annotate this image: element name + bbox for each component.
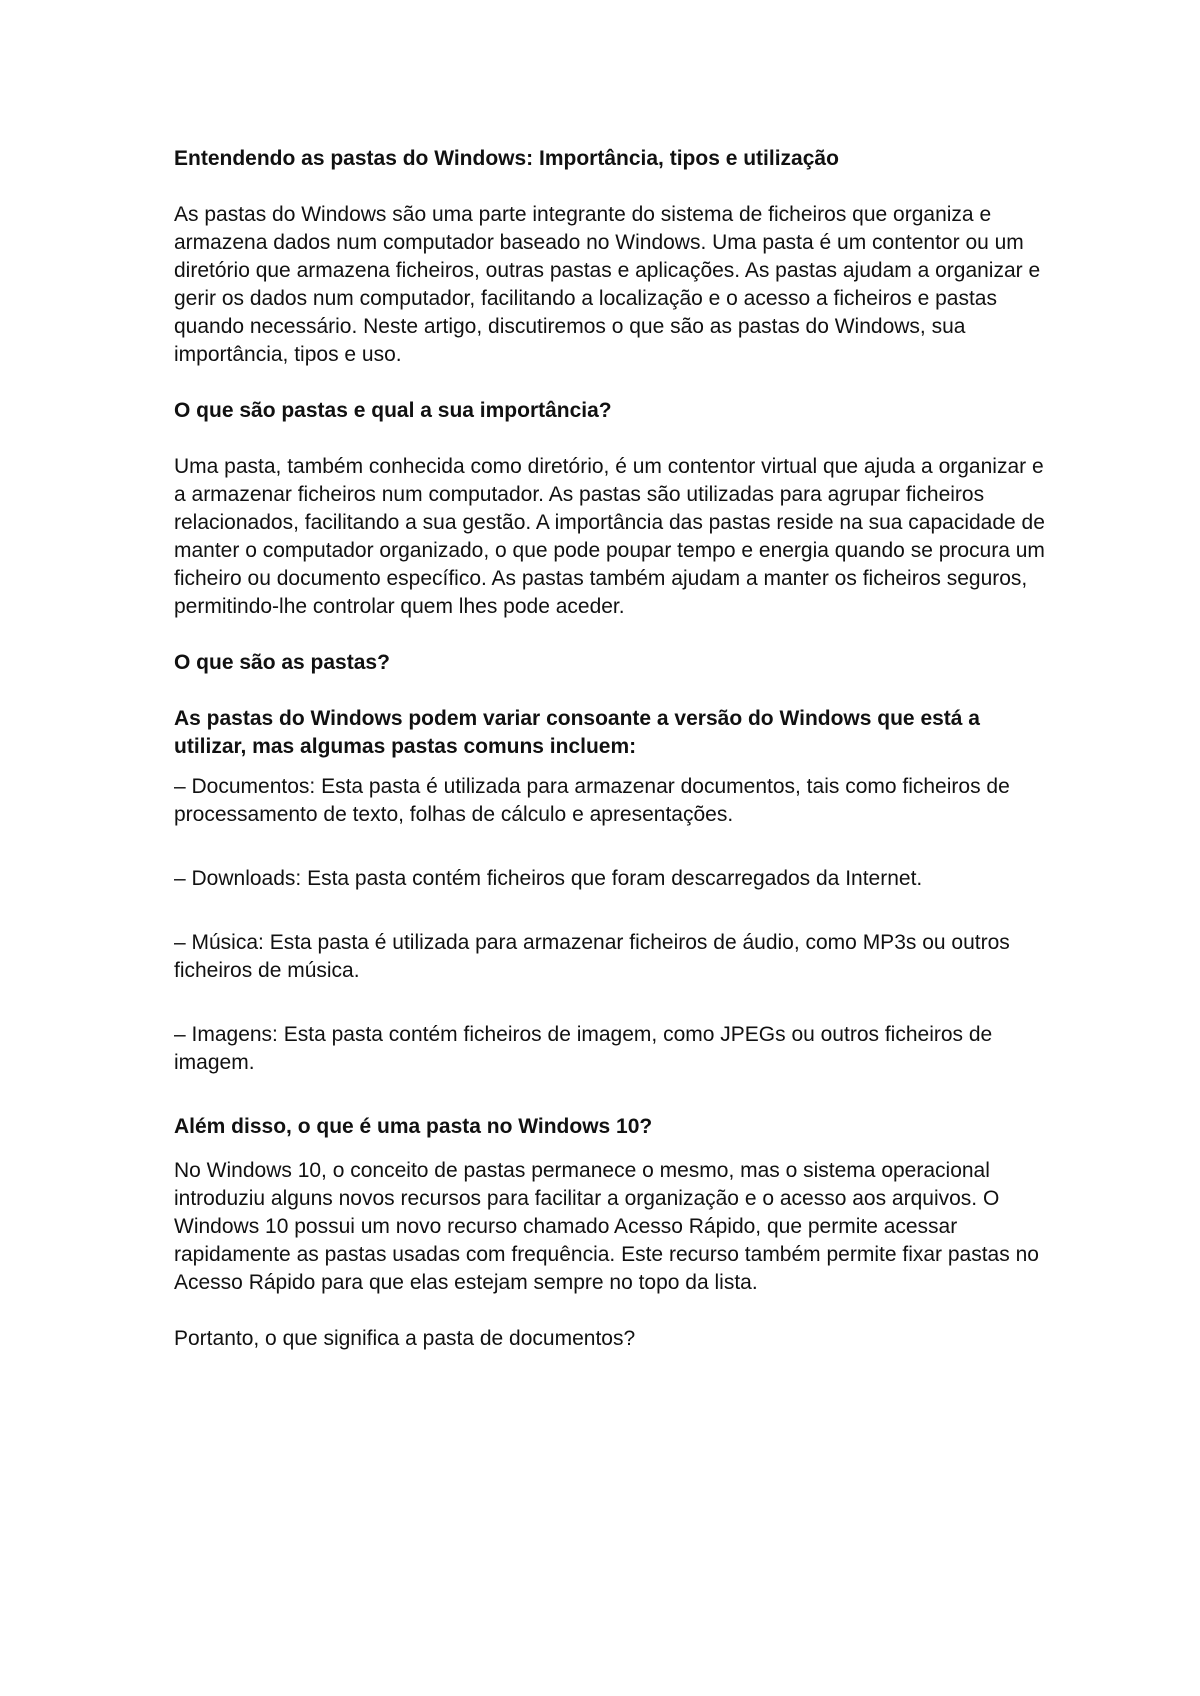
document-page [174, 145, 1054, 1381]
section-heading-windows-10: Além disso, o que é uma pasta no Windows 10? [174, 1115, 653, 1138]
closing-question: Portanto, o que significa a pasta de documentos? [174, 1327, 636, 1350]
importance-paragraph: Uma pasta, também conhecida como diretório, é um contentor virtual que ajuda a organizar e a armazenar ficheiros num computador. As pastas são utilizadas para agrupar ficheiros relacionados, facilitando a sua gestão. A importância das pastas reside na sua capacidade de manter o computador organizado, o que pode poupar tempo e energia quando se procura um ficheiro ou documento específico. As pastas também ajudam a manter os ficheiros seguros, permitindo-lhe controlar quem lhes pode aceder. [174, 455, 1045, 618]
list-item-downloads: – Downloads: Esta pasta contém ficheiros que foram descarregados da Internet. [174, 867, 923, 890]
section-heading-what-are-folders: O que são as pastas? [174, 651, 390, 674]
windows-10-paragraph: No Windows 10, o conceito de pastas permanece o mesmo, mas o sistema operacional introduziu alguns novos recursos para facilitar a organização e o acesso aos arquivos. O Windows 10 possui um novo recurso chamado Acesso Rápido, que permite acessar rapidamente as pastas usadas com frequência. Este recurso também permite fixar pastas no Acesso Rápido para que elas estejam sempre no topo da lista. [174, 1159, 1039, 1294]
common-folders-subheading: As pastas do Windows podem variar consoante a versão do Windows que está a utilizar, mas algumas pastas comuns incluem: [174, 707, 980, 758]
list-item-musica: – Música: Esta pasta é utilizada para armazenar ficheiros de áudio, como MP3s ou outros ficheiros de música. [174, 931, 1010, 982]
section-heading-importance: O que são pastas e qual a sua importância? [174, 399, 612, 422]
list-item-imagens: – Imagens: Esta pasta contém ficheiros de imagem, como JPEGs ou outros ficheiros de imagem. [174, 1023, 993, 1074]
list-item-documentos: – Documentos: Esta pasta é utilizada para armazenar documentos, tais como ficheiros de processamento de texto, folhas de cálculo e apresentações. [174, 775, 1010, 826]
document-title: Entendendo as pastas do Windows: Importância, tipos e utilização [174, 147, 839, 170]
intro-paragraph: As pastas do Windows são uma parte integrante do sistema de ficheiros que organiza e armazena dados num computador baseado no Windows. Uma pasta é um contentor ou um diretório que armazena ficheiros, outras pastas e aplicações. As pastas ajudam a organizar e gerir os dados num computador, facilitando a localização e o acesso a ficheiros e pastas quando necessário. Neste artigo, discutiremos o que são as pastas do Windows, sua importância, tipos e uso. [174, 203, 1041, 366]
